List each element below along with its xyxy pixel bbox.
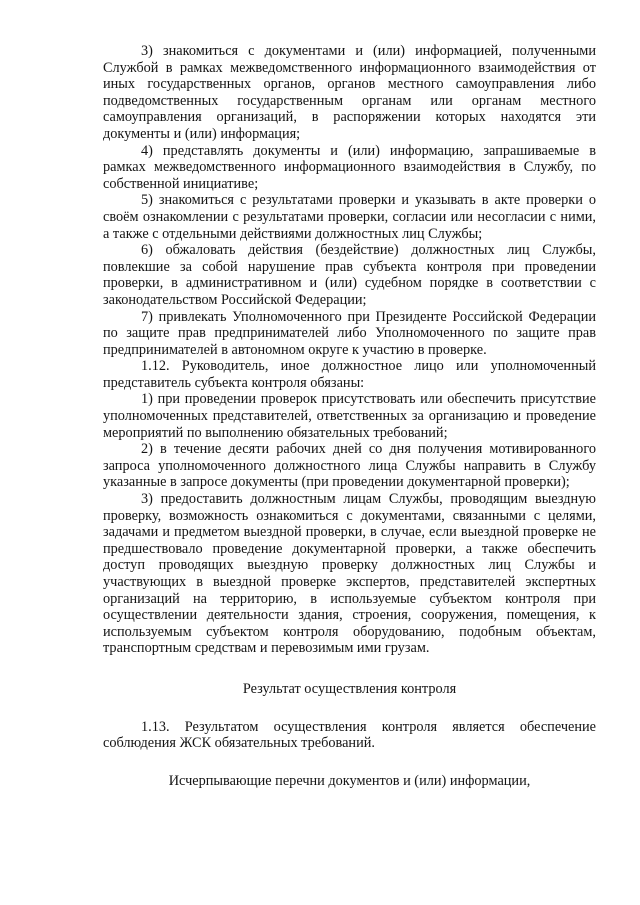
paragraph-1-12-obligations: 1.12. Руководитель, иное должностное лицо или уполномоченный представитель субъекта контроля обязаны: [103,358,596,391]
paragraph-item-5-inspection-results: 5) знакомиться с результатами проверки и указывать в акте проверки о своём ознакомлении с результатами проверки, согласии или несогласии с ними, а также с отдельными действиями должностных лиц Службы; [103,192,596,242]
section-heading-result: Результат осуществления контроля [242,680,457,697]
spacer [103,698,596,719]
spacer [103,752,596,773]
paragraph-item-7-ombudsman: 7) привлекать Уполномоченного при Президенте Российской Федерации по защите прав предпринимателей либо Уполномоченного по защите прав предпринимателей в автономном округе к участию в проверке. [103,308,596,358]
paragraph-obligation-3-access: 3) предоставить должностным лицам Службы, проводящим выездную проверку, возможность ознакомиться с документами, связанными с целями, задачами и предметом выездной проверки, в случае, если выездной проверке не предшествовало проведение документарной проверки, а также обеспечить доступ проводящих выездную проверку должностных лиц Службы и участвующих в выездной проверке экспертов, представителей экспертных организаций на территорию, в используемые субъектом контроля при осуществлении деятельности здания, строения, сооружения, помещения, к используемым субъектом контроля оборудованию, подобным объектам, транспортным средствам и перевозимым ими грузам. [103,491,596,657]
paragraph-1-13-result: 1.13. Результатом осуществления контроля является обеспечение соблюдения ЖСК обязательных требований. [103,718,596,752]
document-body [103,43,596,789]
paragraph-item-3-familiarize-documents: 3) знакомиться с документами и (или) информацией, полученными Службой в рамках межведомственного информационного взаимодействия от иных государственных органов, органов местного самоуправления либо подведомственных государственным органам или органам местного самоуправления организаций, в распоряжении которых находятся эти документы и (или) информация; [103,43,596,142]
paragraph-obligation-1-presence: 1) при проведении проверок присутствовать или обеспечить присутствие уполномоченных представителей, ответственных за организацию и проведение мероприятий по выполнению обязательных требований; [103,391,596,441]
paragraph-obligation-2-documents: 2) в течение десяти рабочих дней со дня получения мотивированного запроса уполномоченного должностного лица Службы направить в Службу указанные в запросе документы (при проведении документарной проверки); [103,441,596,491]
paragraph-item-4-submit-documents: 4) представлять документы и (или) информацию, запрашиваемые в рамках межведомственного информационного взаимодействия в Службу, по собственной инициативе; [103,142,596,192]
paragraph-item-6-appeal: 6) обжаловать действия (бездействие) должностных лиц Службы, повлекшие за собой нарушение прав субъекта контроля при проведении проверки, в административном и (или) судебном порядке в соответствии с законодательством Российской Федерации; [103,242,596,308]
section-heading-documents: Исчерпывающие перечни документов и (или) информации, [168,772,531,789]
spacer [103,657,596,681]
